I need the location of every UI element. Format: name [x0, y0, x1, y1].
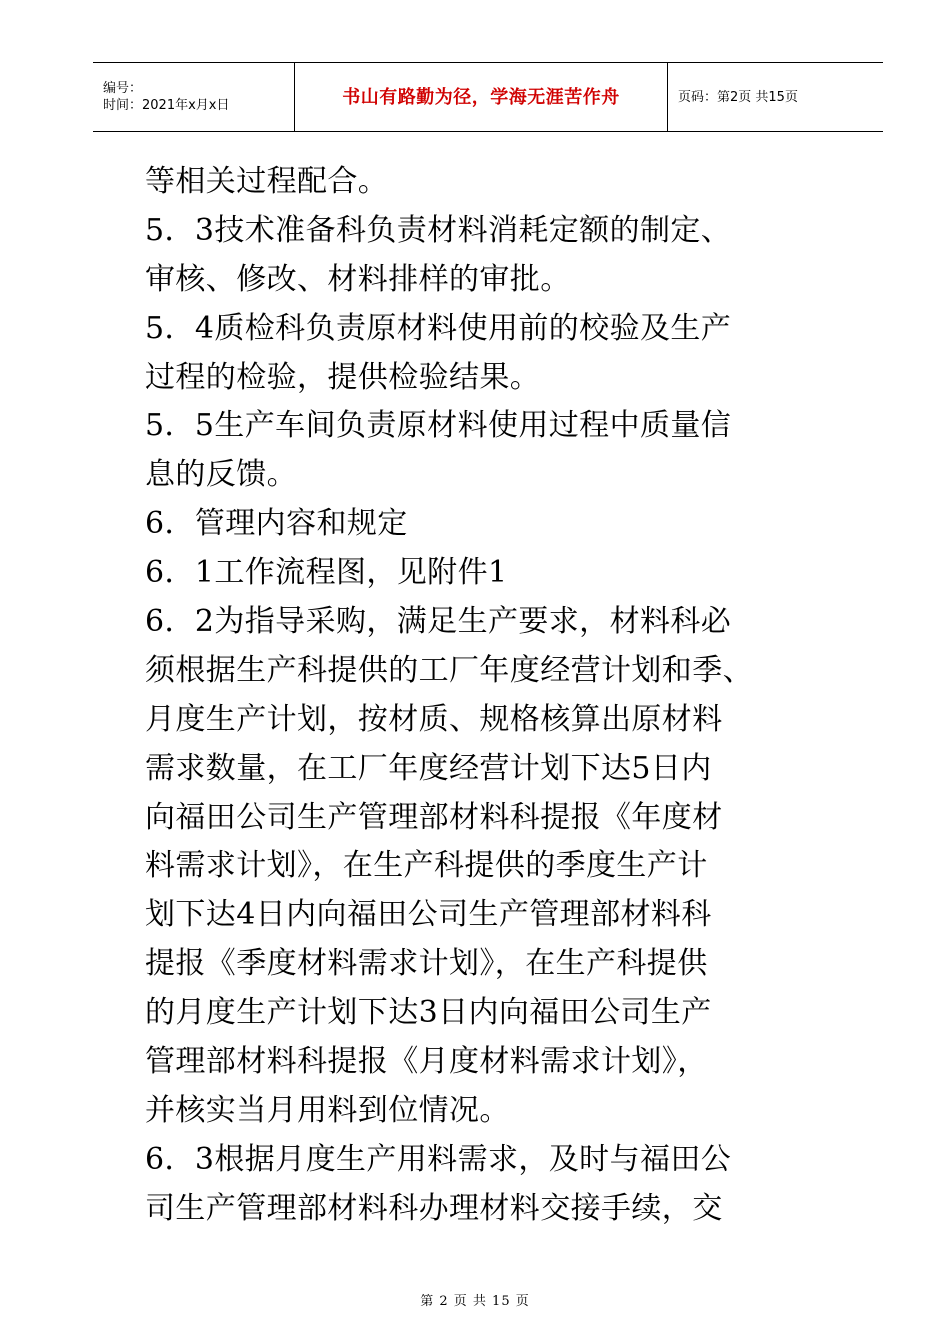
serial-number-label: 编号： — [103, 81, 143, 96]
body-line: 划下达4日内向福田公司生产管理部材料科 — [145, 897, 712, 933]
body-line: 月度生产计划，按材质、规格核算出原材料 — [145, 701, 723, 737]
date-label: 时间：2021年x月x日 — [103, 98, 230, 113]
body-line: 的月度生产计划下达3日内向福田公司生产 — [145, 995, 712, 1031]
document-header — [93, 62, 883, 132]
body-line: 需求数量，在工厂年度经营计划下达5日内 — [145, 750, 712, 786]
header-page-cell — [668, 63, 883, 131]
document-body — [145, 158, 845, 1234]
header-motto-cell — [295, 63, 668, 131]
body-line: 料需求计划》，在生产科提供的季度生产计 — [145, 848, 708, 884]
body-line: 息的反馈。 — [145, 457, 297, 493]
body-line: 审核、修改、材料排样的审批。 — [145, 261, 571, 297]
body-line: 6．3根据月度生产用料需求，及时与福田公 — [145, 1141, 732, 1177]
body-line: 等相关过程配合。 — [145, 164, 389, 199]
header-meta-cell — [93, 63, 295, 131]
body-line: 须根据生产科提供的工厂年度经营计划和季、 — [145, 652, 753, 688]
body-line: 5．3技术准备科负责材料消耗定额的制定、 — [145, 212, 732, 248]
header-page-info: 页码：第2页 共15页 — [678, 89, 798, 105]
section-heading: 6．管理内容和规定 — [145, 506, 408, 542]
body-line: 5．4质检科负责原材料使用前的校验及生产 — [145, 310, 732, 346]
body-line: 提报《季度材料需求计划》，在生产科提供 — [145, 946, 708, 982]
body-line: 过程的检验，提供检验结果。 — [145, 359, 541, 395]
body-line: 司生产管理部材料科办理材料交接手续，交 — [145, 1190, 723, 1226]
body-line: 并核实当月用料到位情况。 — [145, 1092, 510, 1128]
body-line: 5．5生产车间负责原材料使用过程中质量信 — [145, 408, 732, 444]
body-line: 6．2为指导采购，满足生产要求，材料科必 — [145, 604, 732, 640]
body-line: 6．1工作流程图，见附件1 — [145, 555, 508, 591]
page-footer: 第 2 页 共 15 页 — [420, 1294, 530, 1309]
header-motto: 书山有路勤为径，学海无涯苦作舟 — [342, 86, 620, 108]
body-line: 管理部材料科提报《月度材料需求计划》， — [145, 1044, 708, 1080]
body-line: 向福田公司生产管理部材料科提报《年度材 — [145, 799, 723, 835]
